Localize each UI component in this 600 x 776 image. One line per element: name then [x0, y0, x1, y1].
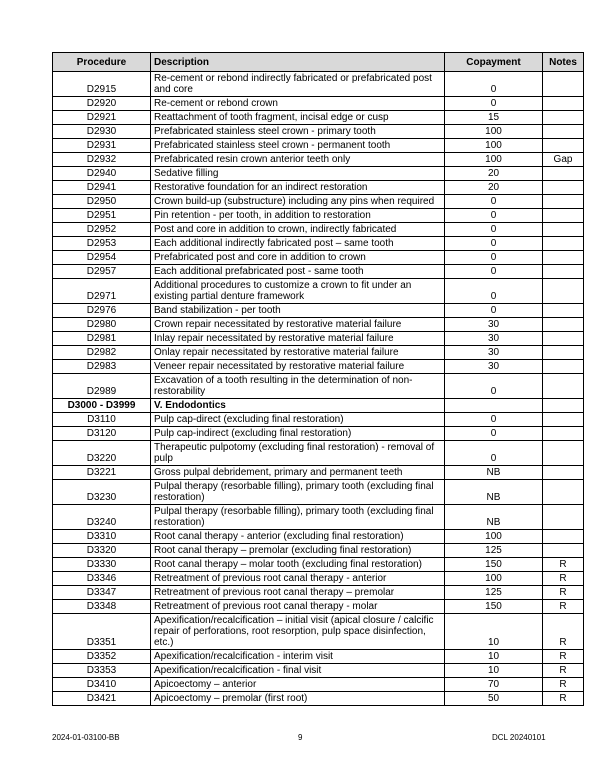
- notes-cell: R: [543, 614, 584, 650]
- copayment-cell: 0: [445, 374, 543, 399]
- description-cell: Root canal therapy – molar tooth (excluding final restoration): [151, 558, 445, 572]
- copayment-cell: 30: [445, 346, 543, 360]
- footer-dcl-code: DCL 20240101: [492, 733, 546, 742]
- table-row: [53, 530, 584, 544]
- copayment-cell: 0: [445, 441, 543, 466]
- description-cell: Excavation of a tooth resulting in the determination of non-restorability: [151, 374, 445, 399]
- table-row: [53, 251, 584, 265]
- notes-cell: [543, 427, 584, 441]
- procedure-code-cell: D3421: [53, 692, 151, 706]
- description-cell: Additional procedures to customize a crown to fit under an existing partial denture framework: [151, 279, 445, 304]
- description-cell: Prefabricated stainless steel crown - primary tooth: [151, 125, 445, 139]
- notes-cell: [543, 360, 584, 374]
- description-cell: Prefabricated resin crown anterior teeth only: [151, 153, 445, 167]
- notes-cell: R: [543, 664, 584, 678]
- description-cell: Crown repair necessitated by restorative material failure: [151, 318, 445, 332]
- section-row: [53, 399, 584, 413]
- procedure-code-cell: D3410: [53, 678, 151, 692]
- description-cell: Re-cement or rebond indirectly fabricated or prefabricated post and core: [151, 72, 445, 97]
- table-row: [53, 111, 584, 125]
- notes-cell: [543, 195, 584, 209]
- table-row: [53, 318, 584, 332]
- copayment-cell: 10: [445, 664, 543, 678]
- procedure-code-cell: D3240: [53, 505, 151, 530]
- procedure-code-cell: D2941: [53, 181, 151, 195]
- procedure-code-cell: D2915: [53, 72, 151, 97]
- procedure-code-cell: D3347: [53, 586, 151, 600]
- description-cell: Reattachment of tooth fragment, incisal edge or cusp: [151, 111, 445, 125]
- fee-schedule-table: [52, 52, 584, 706]
- notes-cell: [543, 181, 584, 195]
- table-row: [53, 614, 584, 650]
- description-cell: Apexification/recalcification - final visit: [151, 664, 445, 678]
- table-row: [53, 374, 584, 399]
- notes-cell: [543, 167, 584, 181]
- notes-cell: [543, 374, 584, 399]
- description-cell: Onlay repair necessitated by restorative material failure: [151, 346, 445, 360]
- copayment-cell: 0: [445, 265, 543, 279]
- footer-doc-id: 2024-01-03100-BB: [52, 733, 120, 742]
- copayment-cell: 0: [445, 209, 543, 223]
- procedure-code-cell: D3320: [53, 544, 151, 558]
- procedure-code-cell: D2983: [53, 360, 151, 374]
- procedure-code-cell: D2932: [53, 153, 151, 167]
- procedure-code-cell: D3353: [53, 664, 151, 678]
- table-row: [53, 279, 584, 304]
- procedure-code-cell: D3346: [53, 572, 151, 586]
- description-cell: Restorative foundation for an indirect restoration: [151, 181, 445, 195]
- notes-cell: R: [543, 678, 584, 692]
- procedure-code-cell: D2950: [53, 195, 151, 209]
- copayment-cell: 100: [445, 530, 543, 544]
- table-row: [53, 139, 584, 153]
- copayment-cell: 30: [445, 360, 543, 374]
- description-cell: Pulpal therapy (resorbable filling), primary tooth (excluding final restoration): [151, 505, 445, 530]
- table-row: [53, 572, 584, 586]
- notes-cell: [543, 332, 584, 346]
- description-cell: V. Endodontics: [151, 399, 445, 413]
- description-cell: Pulpal therapy (resorbable filling), primary tooth (excluding final restoration): [151, 480, 445, 505]
- table-row: [53, 544, 584, 558]
- copayment-cell: 100: [445, 125, 543, 139]
- copayment-cell: 0: [445, 413, 543, 427]
- notes-cell: [543, 530, 584, 544]
- description-cell: Retreatment of previous root canal therapy - anterior: [151, 572, 445, 586]
- procedure-header: Procedure: [53, 53, 151, 72]
- table-row: [53, 195, 584, 209]
- notes-cell: [543, 72, 584, 97]
- procedure-code-cell: D2920: [53, 97, 151, 111]
- table-row: [53, 265, 584, 279]
- description-cell: Post and core in addition to crown, indirectly fabricated: [151, 223, 445, 237]
- copayment-cell: 20: [445, 181, 543, 195]
- notes-header: Notes: [543, 53, 584, 72]
- table-row: [53, 600, 584, 614]
- table-body: [53, 72, 584, 706]
- description-cell: Veneer repair necessitated by restorative material failure: [151, 360, 445, 374]
- copayment-cell: 100: [445, 139, 543, 153]
- table-row: [53, 466, 584, 480]
- table-row: [53, 360, 584, 374]
- table-row: [53, 346, 584, 360]
- description-cell: Prefabricated stainless steel crown - permanent tooth: [151, 139, 445, 153]
- notes-cell: R: [543, 558, 584, 572]
- description-cell: Retreatment of previous root canal therapy - molar: [151, 600, 445, 614]
- description-header: Description: [151, 53, 445, 72]
- copayment-cell: 0: [445, 304, 543, 318]
- notes-cell: [543, 346, 584, 360]
- table-row: [53, 97, 584, 111]
- table-row: [53, 304, 584, 318]
- notes-cell: [543, 237, 584, 251]
- description-cell: Band stabilization - per tooth: [151, 304, 445, 318]
- copayment-cell: 70: [445, 678, 543, 692]
- table-row: [53, 480, 584, 505]
- procedure-code-cell: D2976: [53, 304, 151, 318]
- procedure-code-cell: D2940: [53, 167, 151, 181]
- copayment-cell: NB: [445, 505, 543, 530]
- description-cell: Pulp cap-indirect (excluding final restoration): [151, 427, 445, 441]
- description-cell: Pin retention - per tooth, in addition to restoration: [151, 209, 445, 223]
- notes-cell: [543, 466, 584, 480]
- description-cell: Inlay repair necessitated by restorative material failure: [151, 332, 445, 346]
- description-cell: Pulp cap-direct (excluding final restoration): [151, 413, 445, 427]
- table-row: [53, 441, 584, 466]
- notes-cell: R: [543, 572, 584, 586]
- copayment-cell: 0: [445, 237, 543, 251]
- procedure-code-cell: D3310: [53, 530, 151, 544]
- table-row: [53, 181, 584, 195]
- table-row: [53, 167, 584, 181]
- description-cell: Each additional indirectly fabricated post – same tooth: [151, 237, 445, 251]
- notes-cell: [543, 399, 584, 413]
- description-cell: Re-cement or rebond crown: [151, 97, 445, 111]
- notes-cell: [543, 304, 584, 318]
- table-row: [53, 427, 584, 441]
- description-cell: Prefabricated post and core in addition to crown: [151, 251, 445, 265]
- footer-page-number: 9: [298, 733, 303, 742]
- copayment-cell: 0: [445, 427, 543, 441]
- notes-cell: [543, 209, 584, 223]
- procedure-code-cell: D2921: [53, 111, 151, 125]
- copayment-cell: 10: [445, 650, 543, 664]
- description-cell: Crown build-up (substructure) including any pins when required: [151, 195, 445, 209]
- table-row: [53, 678, 584, 692]
- description-cell: Therapeutic pulpotomy (excluding final restoration) - removal of pulp: [151, 441, 445, 466]
- copayment-cell: 30: [445, 332, 543, 346]
- description-cell: Gross pulpal debridement, primary and permanent teeth: [151, 466, 445, 480]
- description-cell: Root canal therapy - anterior (excluding final restoration): [151, 530, 445, 544]
- description-cell: Sedative filling: [151, 167, 445, 181]
- notes-cell: [543, 480, 584, 505]
- table-row: [53, 153, 584, 167]
- procedure-code-cell: D2930: [53, 125, 151, 139]
- description-cell: Each additional prefabricated post - same tooth: [151, 265, 445, 279]
- copayment-cell: 0: [445, 195, 543, 209]
- procedure-code-cell: D3120: [53, 427, 151, 441]
- notes-cell: [543, 279, 584, 304]
- table-row: [53, 586, 584, 600]
- notes-cell: R: [543, 650, 584, 664]
- table-row: [53, 223, 584, 237]
- notes-cell: [543, 441, 584, 466]
- copayment-cell: 150: [445, 558, 543, 572]
- description-cell: Apicoectomy – anterior: [151, 678, 445, 692]
- procedure-code-cell: D3000 - D3999: [53, 399, 151, 413]
- procedure-code-cell: D3221: [53, 466, 151, 480]
- procedure-code-cell: D2953: [53, 237, 151, 251]
- procedure-code-cell: D3348: [53, 600, 151, 614]
- description-cell: Apexification/recalcification - interim visit: [151, 650, 445, 664]
- copayment-cell: 15: [445, 111, 543, 125]
- description-cell: Apexification/recalcification – initial visit (apical closure / calcific repair of perforations, root resorption, pulp space disinfection, etc.): [151, 614, 445, 650]
- notes-cell: [543, 97, 584, 111]
- copayment-cell: 30: [445, 318, 543, 332]
- copayment-cell: 20: [445, 167, 543, 181]
- table-row: [53, 413, 584, 427]
- table-row: [53, 332, 584, 346]
- notes-cell: [543, 505, 584, 530]
- notes-cell: [543, 139, 584, 153]
- copayment-header: Copayment: [445, 53, 543, 72]
- table-header-row: [53, 53, 584, 72]
- procedure-code-cell: D2982: [53, 346, 151, 360]
- notes-cell: [543, 544, 584, 558]
- copayment-cell: 100: [445, 572, 543, 586]
- notes-cell: R: [543, 692, 584, 706]
- notes-cell: [543, 413, 584, 427]
- notes-cell: Gap: [543, 153, 584, 167]
- procedure-code-cell: D3352: [53, 650, 151, 664]
- procedure-code-cell: D2954: [53, 251, 151, 265]
- procedure-code-cell: D3110: [53, 413, 151, 427]
- description-cell: Retreatment of previous root canal therapy – premolar: [151, 586, 445, 600]
- copayment-cell: 0: [445, 72, 543, 97]
- table-row: [53, 72, 584, 97]
- description-cell: Root canal therapy – premolar (excluding final restoration): [151, 544, 445, 558]
- copayment-cell: 10: [445, 614, 543, 650]
- copayment-cell: NB: [445, 480, 543, 505]
- copayment-cell: 150: [445, 600, 543, 614]
- procedure-code-cell: D3220: [53, 441, 151, 466]
- copayment-cell: [445, 399, 543, 413]
- procedure-code-cell: D2931: [53, 139, 151, 153]
- table-row: [53, 125, 584, 139]
- procedure-code-cell: D2952: [53, 223, 151, 237]
- notes-cell: [543, 251, 584, 265]
- table-row: [53, 209, 584, 223]
- table-row: [53, 650, 584, 664]
- notes-cell: [543, 111, 584, 125]
- table-row: [53, 692, 584, 706]
- notes-cell: [543, 125, 584, 139]
- copayment-cell: 100: [445, 153, 543, 167]
- table-row: [53, 505, 584, 530]
- copayment-cell: 125: [445, 586, 543, 600]
- procedure-code-cell: D3351: [53, 614, 151, 650]
- copayment-cell: 0: [445, 223, 543, 237]
- procedure-code-cell: D2989: [53, 374, 151, 399]
- notes-cell: [543, 265, 584, 279]
- notes-cell: R: [543, 600, 584, 614]
- copayment-cell: NB: [445, 466, 543, 480]
- description-cell: Apicoectomy – premolar (first root): [151, 692, 445, 706]
- procedure-code-cell: D3230: [53, 480, 151, 505]
- procedure-code-cell: D2957: [53, 265, 151, 279]
- table-row: [53, 664, 584, 678]
- table-row: [53, 558, 584, 572]
- copayment-cell: 125: [445, 544, 543, 558]
- procedure-code-cell: D3330: [53, 558, 151, 572]
- table-row: [53, 237, 584, 251]
- copayment-cell: 0: [445, 279, 543, 304]
- procedure-code-cell: D2971: [53, 279, 151, 304]
- procedure-code-cell: D2951: [53, 209, 151, 223]
- copayment-cell: 0: [445, 97, 543, 111]
- notes-cell: [543, 223, 584, 237]
- procedure-code-cell: D2981: [53, 332, 151, 346]
- copayment-cell: 0: [445, 251, 543, 265]
- notes-cell: [543, 318, 584, 332]
- copayment-cell: 50: [445, 692, 543, 706]
- notes-cell: R: [543, 586, 584, 600]
- procedure-code-cell: D2980: [53, 318, 151, 332]
